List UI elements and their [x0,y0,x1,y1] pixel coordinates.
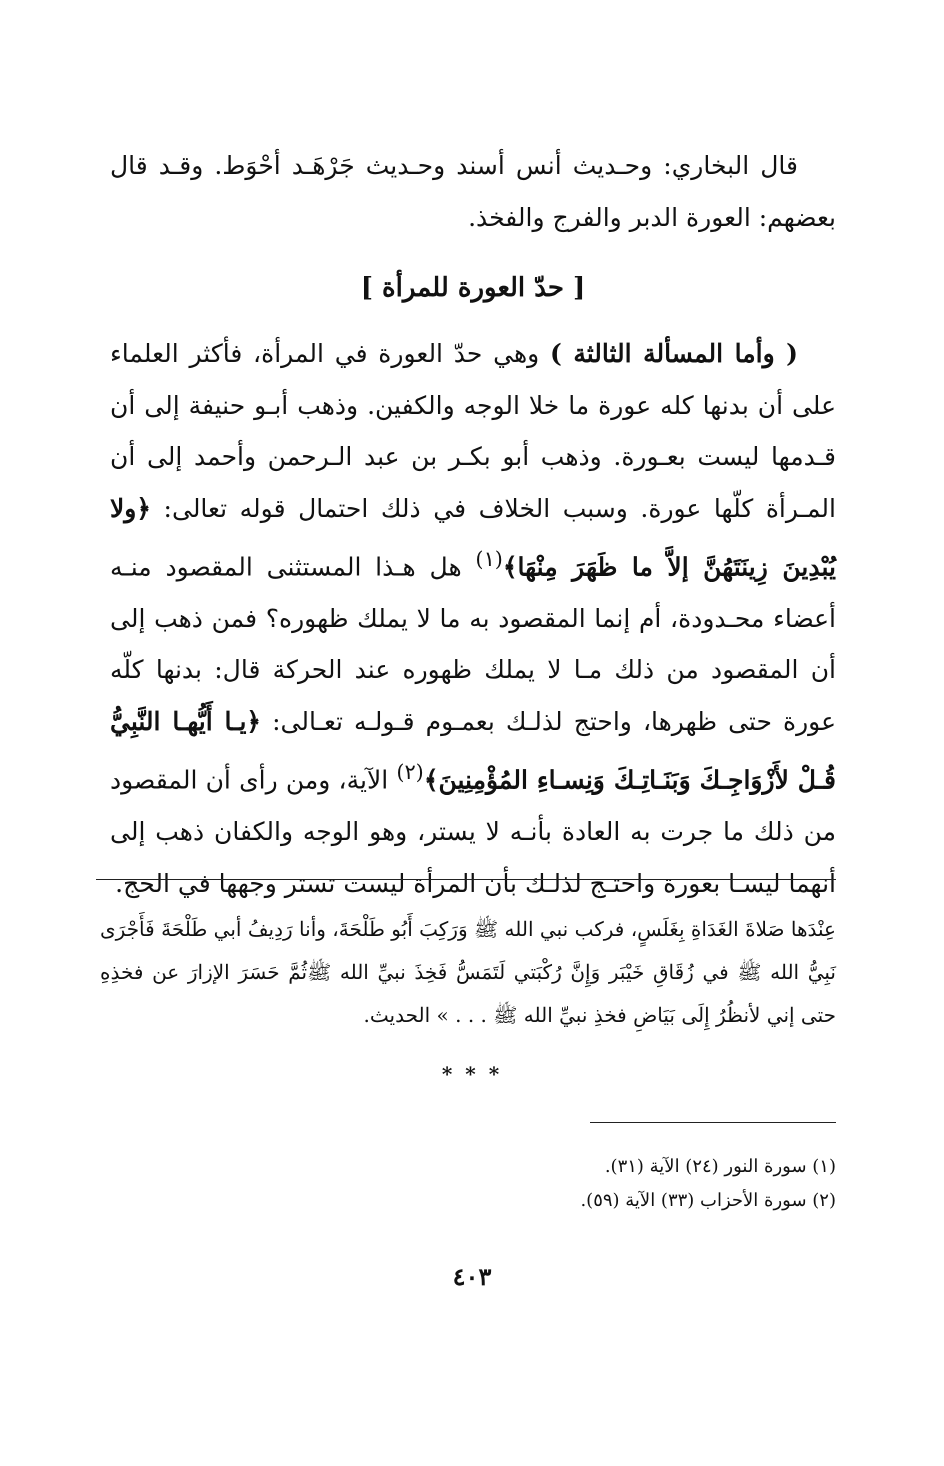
separator-stars: * * * [441,1062,503,1086]
footnote-ref-2: (٢) [396,760,424,785]
quran-verse-2: ﴿يـا أَيُّهـا النَّبِيُّ قُـلْ لأَزْوَاجِـكَ وَبَنَـاتِـكَ وَنِسـاءِ المُؤْمِنِينَ﴾ [110,706,836,795]
paragraph-text-1: وهي حدّ العورة في المرأة، فأكثر العلماء على أن بدنها كله عورة ما خلا الوجه والكفين. وذهب أبـو حنيفة إلى أن قـدمها ليست بعـورة. وذهب أبو بكـر بن عبد الـرحمن وأحمد إلى أن المـرأة كلّها عورة. وسبب الخلاف في ذلك احتمال قوله تعالى: [110,339,836,523]
paragraph-text-2: هل هـذا المستثنى المقصود منـه أعضاء محـدودة، أم إنما المقصود به ما لا يملك ظهوره؟ فمن ذهب إلى أن المقصود من ذلك مـا لا يملك ظهوره عند الحركة قال: بدنها كلّه عورة حتى ظهرها، واحتج لذلـك بعمـوم قـولـه تعـالى: [110,552,837,736]
footnotes [100,1150,836,1218]
footnote-2: (٢) سورة الأحزاب (٣٣) الآية (٥٩). [580,1190,836,1211]
section-heading: [ حدّ العورة للمرأة ] [360,273,586,303]
main-text [110,140,836,909]
bold-lead: ( وأما المسألة الثالثة ) [549,339,798,368]
main-paragraph [110,328,836,909]
paragraph-text-3: الآية، ومن رأى أن المقصود من ذلك ما جرت به العادة بأنـه لا يستر، وهو الوجه والكفان ذهب إلى أنهما ليسـا بعورة واحتـج لذلـك بأن المرأة ليست تستر وجهها في الحج. [110,765,836,898]
footnote-ref-1: (١) [475,547,503,571]
footnote-divider [590,1122,836,1123]
quran-verse-1: ﴿ولا يُبْدِينَ زِينَتَهُنَّ إلاَّ ما ظَهَرَ مِنْهَا﴾ [110,493,836,582]
divider-line [96,879,836,880]
footnote-1: (١) سورة النور (٢٤) الآية (٣١). [604,1156,836,1177]
opening-paragraph: قال البخاري: وحـديث أنس أسند وحـديث جَرْهَـد أحْوَط. وقـد قال بعضهم: العورة الدبر والفرج والفخذ. [110,151,836,232]
page-number: ٤٠٣ [452,1262,492,1291]
note-text: عِنْدَها صَلاةَ الغَدَاةِ بِغَلَسٍ، فركب نبي الله ﷺ وَرَكِبَ أَبُو طَلْحَةَ، وأنا رَدِيفُ أبي طَلْحَةَ فَأَجْرَى نَبِيُّ الله ﷺ في زُقَاقِ خَيْبَر وَإِنَّ رُكْبَتي لَتَمَسُّ فَخِذَ نبيِّ الله ﷺثُمَّ حَسَرَ الإزارَ عن فخذِهِ حتى إني لأنظُرُ إِلَى بَيَاضِ فخذِ نبيِّ الله ﷺ . . . » الحديث. [100,917,836,1027]
